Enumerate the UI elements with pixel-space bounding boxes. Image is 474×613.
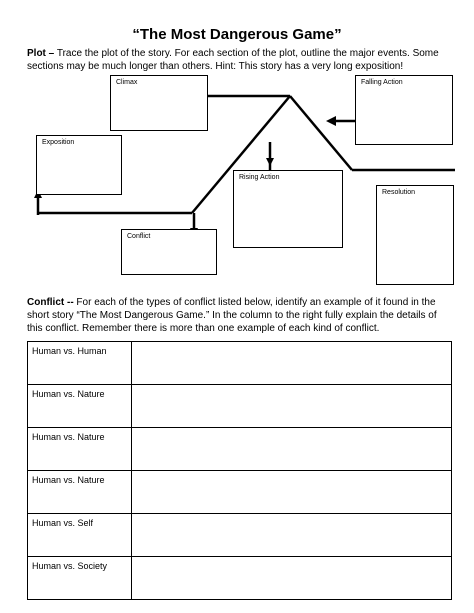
conflict-section-text: For each of the types of conflict listed below, identify an example of it found in the short story “The Most Dangerous Game.” In the column to the right fully explain the details of this conflict. Remember there is more than one example of each kind of conflict. xyxy=(27,297,437,334)
conflict-table xyxy=(27,341,452,600)
falling-action-label: Falling Action xyxy=(361,79,403,86)
table-row xyxy=(28,471,452,514)
falling-action-box[interactable] xyxy=(355,75,453,145)
falling-action-line xyxy=(290,96,352,170)
conflict-type-cell: Human vs. Human xyxy=(28,342,132,385)
table-row xyxy=(28,385,452,428)
exposition-label: Exposition xyxy=(42,139,75,146)
conflict-answer-cell[interactable] xyxy=(132,471,452,514)
resolution-label: Resolution xyxy=(382,189,416,196)
climax-box[interactable] xyxy=(110,75,208,131)
conflict-type-cell: Human vs. Nature xyxy=(28,385,132,428)
table-row xyxy=(28,342,452,385)
plot-label: Plot – xyxy=(27,48,55,59)
conflict-instructions xyxy=(27,296,452,335)
conflict-type-cell: Human vs. Nature xyxy=(28,428,132,471)
conflict-box[interactable] xyxy=(121,229,217,275)
conflict-type-cell: Human vs. Self xyxy=(28,514,132,557)
climax-label: Climax xyxy=(116,79,138,86)
conflict-answer-cell[interactable] xyxy=(132,385,452,428)
table-row xyxy=(28,557,452,600)
resolution-box[interactable] xyxy=(376,185,454,285)
table-row xyxy=(28,428,452,471)
table-row xyxy=(28,514,452,557)
rising-arrow-head xyxy=(266,158,274,166)
conflict-answer-cell[interactable] xyxy=(132,342,452,385)
conflict-section-label: Conflict -- xyxy=(27,297,74,308)
conflict-label: Conflict xyxy=(127,233,151,240)
rising-action-box[interactable] xyxy=(233,170,343,248)
conflict-answer-cell[interactable] xyxy=(132,428,452,471)
conflict-answer-cell[interactable] xyxy=(132,514,452,557)
exposition-box[interactable] xyxy=(36,135,122,195)
falling-arrow-head xyxy=(326,116,336,126)
conflict-answer-cell[interactable] xyxy=(132,557,452,600)
plot-text: Trace the plot of the story. For each section of the plot, outline the major events. Some sections may be much longer than others. Hint: This story has a very long exposition! xyxy=(27,48,439,72)
rising-action-label: Rising Action xyxy=(239,174,280,181)
conflict-type-cell: Human vs. Society xyxy=(28,557,132,600)
conflict-type-cell: Human vs. Nature xyxy=(28,471,132,514)
page-title: “The Most Dangerous Game” xyxy=(132,26,342,43)
